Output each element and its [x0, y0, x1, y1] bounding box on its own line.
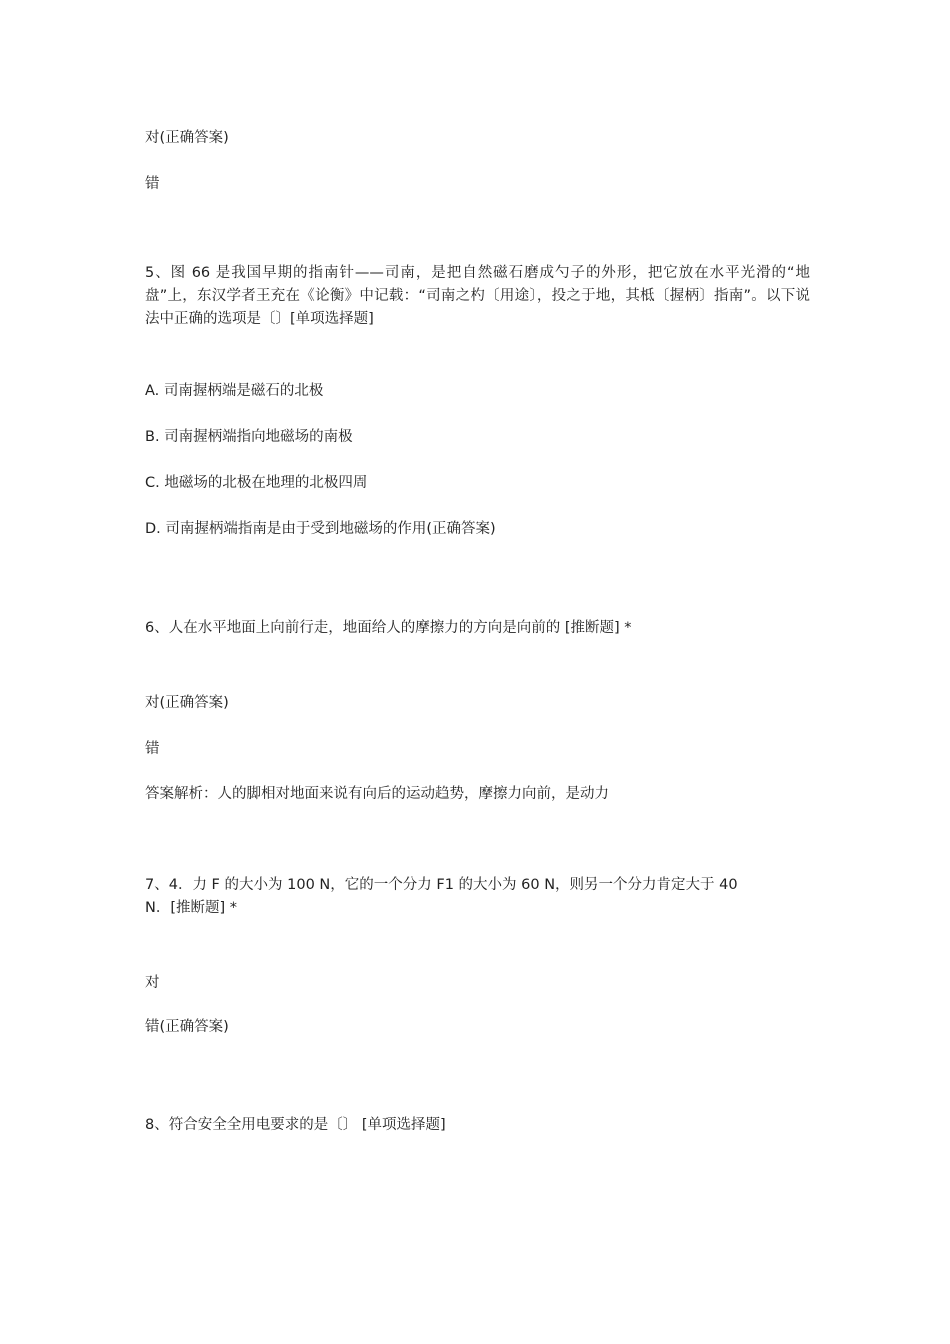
- q5-option-d[interactable]: D. 司南握柄端指南是由于受到地磁场的作用(正确答案): [145, 521, 496, 537]
- q6-option-false[interactable]: 错: [145, 741, 160, 757]
- q4-option-false[interactable]: 错: [145, 176, 160, 192]
- q5-option-b[interactable]: B. 司南握柄端指向地磁场的南极: [145, 429, 353, 445]
- q6-question: 6、人在水平地面上向前行走，地面给人的摩擦力的方向是向前的 [推断题] *: [145, 620, 632, 636]
- q6-option-true[interactable]: 对(正确答案): [145, 695, 229, 711]
- q5-question: 5、图 66 是我国早期的指南针——司南，是把自然磁石磨成勺子的外形，把它放在水平光滑的“地盘”上，东汉学者王充在《论衡》中记载：“司南之杓〔用途〕，投之于地，其柢〔握柄〕指南”。以下说法中正确的选项是〔〕[单项选择题]: [145, 265, 810, 327]
- q8-question: 8、符合安全全用电要求的是〔〕 [单项选择题]: [145, 1117, 446, 1133]
- q5-option-c[interactable]: C. 地磁场的北极在地理的北极四周: [145, 475, 368, 491]
- q5-option-a[interactable]: A. 司南握柄端是磁石的北极: [145, 383, 324, 399]
- q4-option-true[interactable]: 对(正确答案): [145, 130, 229, 146]
- q7-question-line1: 7、4．力 F 的大小为 100 N，它的一个分力 F1 的大小为 60 N，则另一个分力肯定大于 40: [145, 877, 738, 893]
- q7-option-true[interactable]: 对: [145, 975, 160, 991]
- q7-option-false[interactable]: 错(正确答案): [145, 1019, 229, 1035]
- q7-question-line2: N．[推断题] *: [145, 900, 238, 916]
- q6-analysis: 答案解析：人的脚相对地面来说有向后的运动趋势，摩擦力向前，是动力: [145, 786, 609, 802]
